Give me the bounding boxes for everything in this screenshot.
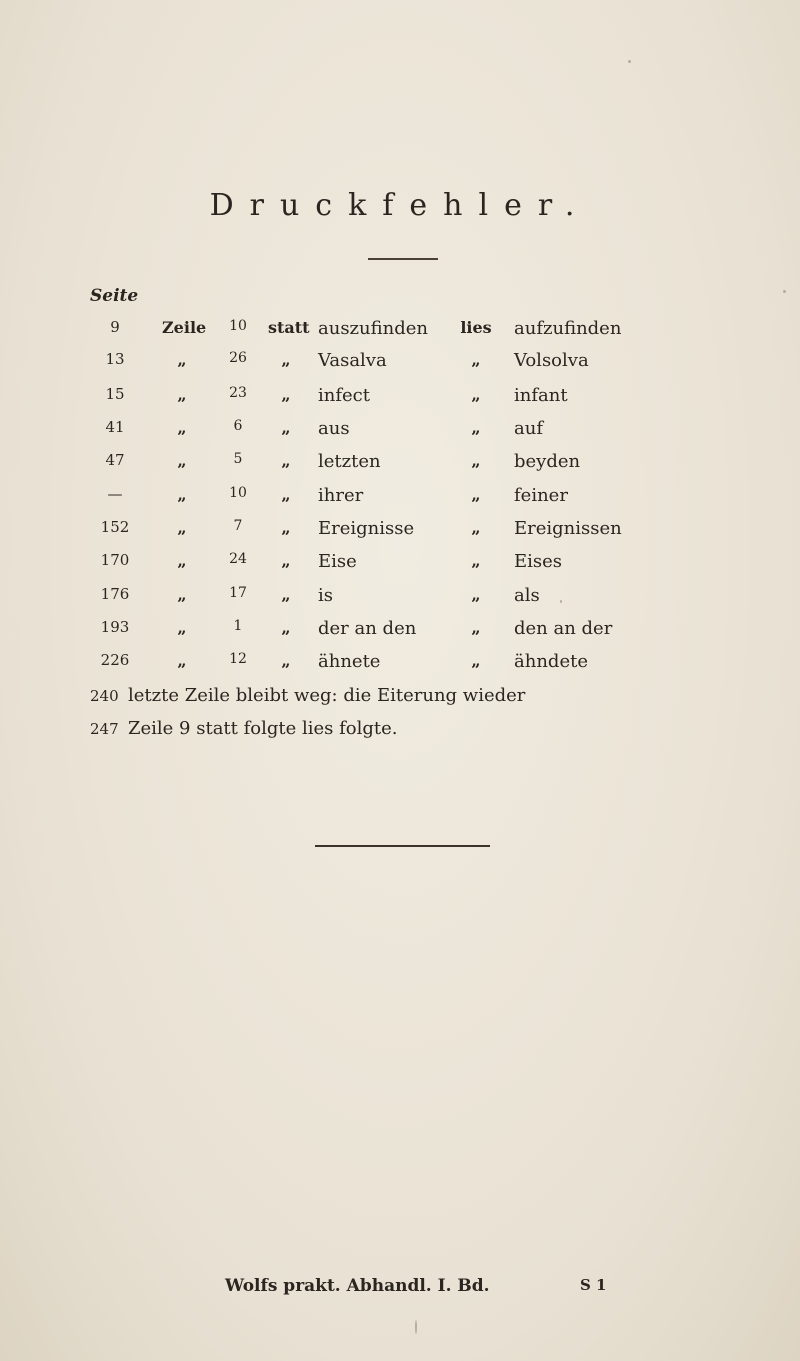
row-lies-mark: „ — [471, 518, 481, 537]
row-correct-text: infant — [514, 385, 568, 406]
row-line: 1 — [233, 618, 243, 634]
row-lies-mark: lies — [460, 318, 492, 337]
errata-row — [0, 518, 800, 552]
row-page: 226 — [100, 651, 130, 669]
row-correct-text: beyden — [514, 451, 581, 472]
errata-note-line — [90, 685, 525, 706]
row-page: 15 — [105, 385, 125, 403]
errata-row — [0, 451, 800, 485]
row-line: 24 — [229, 551, 247, 567]
row-lies-mark: „ — [471, 350, 481, 369]
row-zeile-mark: „ — [177, 518, 187, 537]
row-wrong-text: aus — [318, 418, 350, 439]
note-page: 240 — [90, 687, 119, 705]
page-title: Druckfehler. — [209, 188, 591, 223]
row-zeile-mark: „ — [177, 585, 187, 604]
footer-rule — [315, 845, 490, 847]
row-lies-mark: „ — [471, 485, 481, 504]
row-lies-mark: „ — [471, 585, 481, 604]
row-correct-text: Ereignissen — [514, 518, 622, 539]
column-heading: Seite — [90, 286, 139, 306]
row-zeile-mark: „ — [177, 651, 187, 670]
row-line: 23 — [229, 385, 247, 401]
row-wrong-text: infect — [318, 385, 370, 406]
row-lies-mark: „ — [471, 418, 481, 437]
row-page: 47 — [105, 451, 125, 469]
row-page: 13 — [105, 350, 125, 368]
row-page: 176 — [100, 585, 130, 603]
row-statt-mark: „ — [281, 618, 291, 637]
row-correct-text: feiner — [514, 485, 568, 506]
row-correct-text: aufzufinden — [514, 318, 622, 339]
row-page: 193 — [100, 618, 130, 636]
errata-row — [0, 551, 800, 585]
row-page: 170 — [100, 551, 130, 569]
row-wrong-text: ihrer — [318, 485, 364, 506]
row-wrong-text: auszufinden — [318, 318, 429, 339]
row-line: 6 — [233, 418, 243, 434]
row-line: 17 — [229, 585, 247, 601]
row-wrong-text: Vasalva — [318, 350, 387, 371]
errata-row — [0, 618, 800, 652]
errata-row — [0, 318, 800, 352]
title-rule — [368, 258, 438, 260]
errata-row — [0, 651, 800, 685]
errata-row — [0, 350, 800, 384]
row-wrong-text: Ereignisse — [318, 518, 415, 539]
row-wrong-text: letzten — [318, 451, 381, 472]
row-statt-mark: „ — [281, 385, 291, 404]
row-statt-mark: „ — [281, 418, 291, 437]
note-text: Zeile 9 statt folgte lies folgte. — [128, 718, 398, 739]
note-text: letzte Zeile bleibt weg: die Eiterung wieder — [128, 685, 526, 706]
row-line: 5 — [233, 451, 243, 467]
row-page: 41 — [105, 418, 125, 436]
paper-speck — [783, 290, 786, 293]
row-wrong-text: ähnete — [318, 651, 381, 672]
row-lies-mark: „ — [471, 651, 481, 670]
row-lies-mark: „ — [471, 451, 481, 470]
paper-speck — [560, 600, 562, 603]
row-wrong-text: is — [318, 585, 333, 606]
row-wrong-text: der an den — [318, 618, 417, 639]
row-correct-text: ähndete — [514, 651, 588, 672]
row-statt-mark: „ — [281, 518, 291, 537]
row-statt-mark: „ — [281, 551, 291, 570]
row-line: 26 — [229, 350, 247, 366]
note-page: 247 — [90, 720, 119, 738]
row-lies-mark: „ — [471, 618, 481, 637]
row-zeile-mark: „ — [177, 451, 187, 470]
row-correct-text: als — [514, 585, 540, 606]
paper-speck — [628, 60, 631, 63]
row-statt-mark: „ — [281, 485, 291, 504]
row-correct-text: Eises — [514, 551, 563, 572]
sheet-number: S 1 — [580, 1276, 607, 1294]
row-page: 152 — [100, 518, 130, 536]
row-line: 10 — [229, 318, 247, 334]
signature-line: Wolfs prakt. Abhandl. I. Bd. — [225, 1276, 490, 1296]
row-zeile-mark: „ — [177, 551, 187, 570]
row-lies-mark: „ — [471, 551, 481, 570]
errata-row — [0, 385, 800, 419]
row-zeile-mark: „ — [177, 618, 187, 637]
row-lies-mark: „ — [471, 385, 481, 404]
row-correct-text: den an der — [514, 618, 613, 639]
row-line: 10 — [229, 485, 247, 501]
row-wrong-text: Eise — [318, 551, 357, 572]
errata-row — [0, 418, 800, 452]
row-statt-mark: „ — [281, 651, 291, 670]
row-zeile-mark: Zeile — [162, 318, 207, 337]
row-correct-text: Volsolva — [514, 350, 589, 371]
row-statt-mark: „ — [281, 585, 291, 604]
row-zeile-mark: „ — [177, 385, 187, 404]
row-page: 9 — [110, 318, 120, 336]
row-line: 7 — [233, 518, 243, 534]
errata-row — [0, 585, 800, 619]
row-statt-mark: statt — [268, 318, 310, 337]
row-zeile-mark: „ — [177, 418, 187, 437]
row-zeile-mark: „ — [177, 485, 187, 504]
row-zeile-mark: „ — [177, 350, 187, 369]
errata-row — [0, 485, 800, 519]
row-correct-text: auf — [514, 418, 543, 439]
paper-speck — [415, 1320, 417, 1334]
row-line: 12 — [229, 651, 247, 667]
row-page: — — [107, 485, 123, 503]
row-statt-mark: „ — [281, 350, 291, 369]
row-statt-mark: „ — [281, 451, 291, 470]
errata-note-line — [90, 718, 398, 739]
